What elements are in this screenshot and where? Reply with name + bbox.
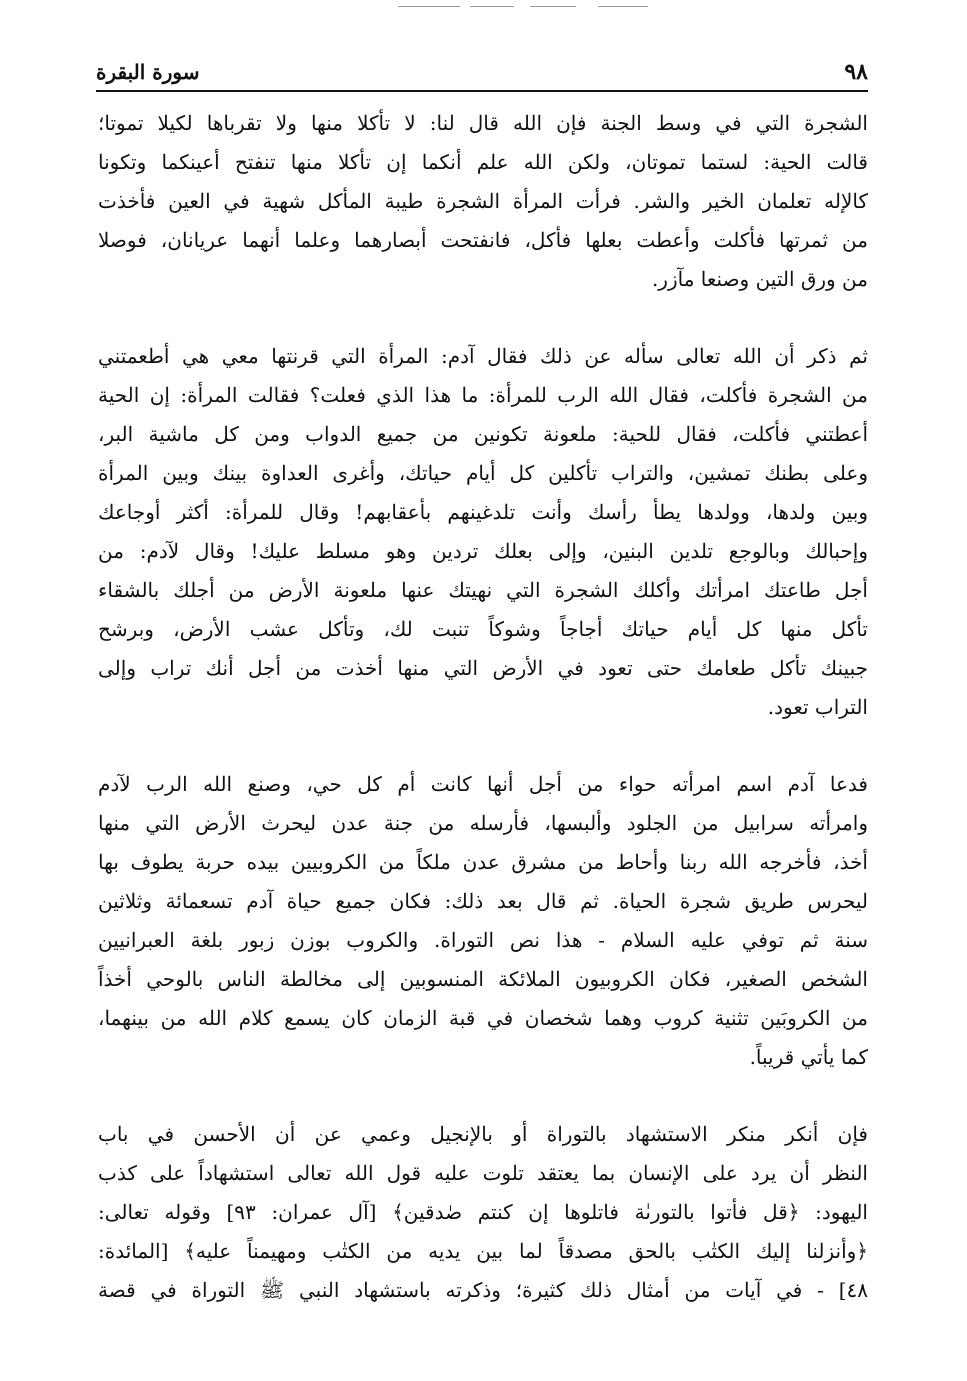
text-line: كما يأتي قريباً. bbox=[749, 1045, 868, 1069]
text-line: الشجرة التي في وسط الجنة فإن الله قال لنا: لا تأكلا منها ولا تقرباها لكيلا تموتا؛ bbox=[98, 111, 868, 135]
text-line: قالت الحية: لستما تموتان، ولكن الله علم أنكما إن تأكلا منها تنفتح أعينكما وتكونا bbox=[98, 150, 868, 174]
text-line: أخذ، فأخرجه الله ربنا وأحاط من مشرق عدن ملكاً من الكروبيين بيده حربة يطوف بها bbox=[98, 850, 868, 874]
text-line: سنة ثم توفي عليه السلام - هذا نص التوراة. والكروب بوزن زبور بلغة العبرانيين bbox=[98, 928, 868, 952]
header-rule bbox=[96, 90, 868, 92]
running-title: سورة البقرة bbox=[96, 60, 200, 84]
text-line: جبينك تأكل طعامك حتى تعود في الأرض التي منها أخذت من أجل أنك تراب وإلى bbox=[98, 656, 868, 680]
text-line: من ورق التين وصنعا مآزر. bbox=[651, 267, 868, 291]
text-line: أعطتني فأكلت، فقال للحية: ملعونة تكونين من جميع الدواب ومن كل ماشية البر، bbox=[98, 422, 868, 446]
paragraph-4 bbox=[98, 1115, 868, 1310]
paragraph-gap bbox=[98, 727, 868, 765]
text-line: ﴿وأنزلنا إليك الكتٰب بالحق مصدقاً لما بين يديه من الكتٰب ومهيمناً عليه﴾ [المائدة: bbox=[98, 1239, 868, 1263]
text-line: من ثمرتها فأكلت وأعطت بعلها فأكل، فانفتحت أبصارهما وعلما أنهما عريانان، فوصلا bbox=[98, 228, 868, 252]
text-line: ليحرس طريق شجرة الحياة. ثم قال بعد ذلك: فكان جميع حياة آدم تسعمائة وثلاثين bbox=[98, 889, 868, 913]
text-line: ٤٨] - في آيات من أمثال ذلك كثيرة؛ وذكرته باستشهاد النبي ﷺ التوراة في قصة bbox=[98, 1278, 868, 1302]
text-line: فدعا آدم اسم امرأته حواء من أجل أنها كانت أم كل حي، وصنع الله الرب لآدم bbox=[98, 772, 868, 796]
text-line: كالإله تعلمان الخير والشر. فرأت المرأة الشجرة طيبة المأكل شهية في العين فأخذت bbox=[98, 189, 868, 213]
paragraph-gap bbox=[98, 299, 868, 337]
text-line: الشخص الصغير، فكان الكروبيون الملائكة المنسوبين إلى مخالطة الناس بالوحي أخذاً bbox=[98, 967, 868, 991]
text-line: وإحبالك وبالوجع تلدين البنين، وإلى بعلك تردين وهو مسلط عليك! وقال لآدم: من bbox=[98, 539, 868, 563]
text-line: تأكل منها كل أيام حياتك أجاجاً وشوكاً تنبت لك، وتأكل عشب الأرض، وبرشح bbox=[98, 617, 868, 641]
text-line: ثم ذكر أن الله تعالى سأله عن ذلك فقال آدم: المرأة التي قرنتها معي هي أطعمتني bbox=[98, 344, 868, 368]
text-line: وبين ولدها، وولدها يطأ رأسك وأنت تلدغينهم بأعقابهم! وقال للمرأة: أكثر أوجاعك bbox=[98, 500, 868, 524]
text-line: النظر أن يرد على الإنسان بما يعتقد تلوت عليه قول الله تعالى استشهاداً على كذب bbox=[98, 1161, 868, 1185]
paragraph-1 bbox=[98, 104, 868, 299]
text-line: من الكروبَين تثنية كروب وهما شخصان في قبة الزمان كان يسمع كلام الله من بينهما، bbox=[98, 1006, 868, 1030]
text-line: التراب تعود. bbox=[767, 695, 868, 719]
text-line: اليهود: ﴿قل فأتوا بالتورىٰة فاتلوها إن كنتم صٰدقين﴾ [آل عمران: ٩٣] وقوله تعالى: bbox=[98, 1200, 868, 1224]
text-line: فإن أنكر منكر الاستشهاد بالتوراة أو بالإنجيل وعمي عن أن الأحسن في باب bbox=[98, 1122, 868, 1146]
text-line: من الشجرة فأكلت، فقال الله الرب للمرأة: ما هذا الذي فعلت؟ فقالت المرأة: إن الحية bbox=[98, 383, 868, 407]
text-line: وعلى بطنك تمشين، والتراب تأكلين كل أيام حياتك، وأغرى العداوة بينك وبين المرأة bbox=[98, 461, 868, 485]
paragraph-2 bbox=[98, 337, 868, 727]
scan-top-edge-marks bbox=[0, 0, 967, 12]
text-line: وامرأته سرابيل من الجلود وألبسها، فأرسله من جنة عدن ليحرث الأرض التي منها bbox=[98, 811, 868, 835]
page-header bbox=[96, 58, 868, 92]
paragraph-gap bbox=[98, 1077, 868, 1115]
text-line: أجل طاعتك امرأتك وأكلك الشجرة التي نهيتك عنها ملعونة الأرض من أجلك بالشقاء bbox=[98, 578, 868, 602]
body-text bbox=[98, 104, 868, 1310]
page-number: ٩٨ bbox=[844, 59, 868, 85]
paragraph-3 bbox=[98, 765, 868, 1077]
